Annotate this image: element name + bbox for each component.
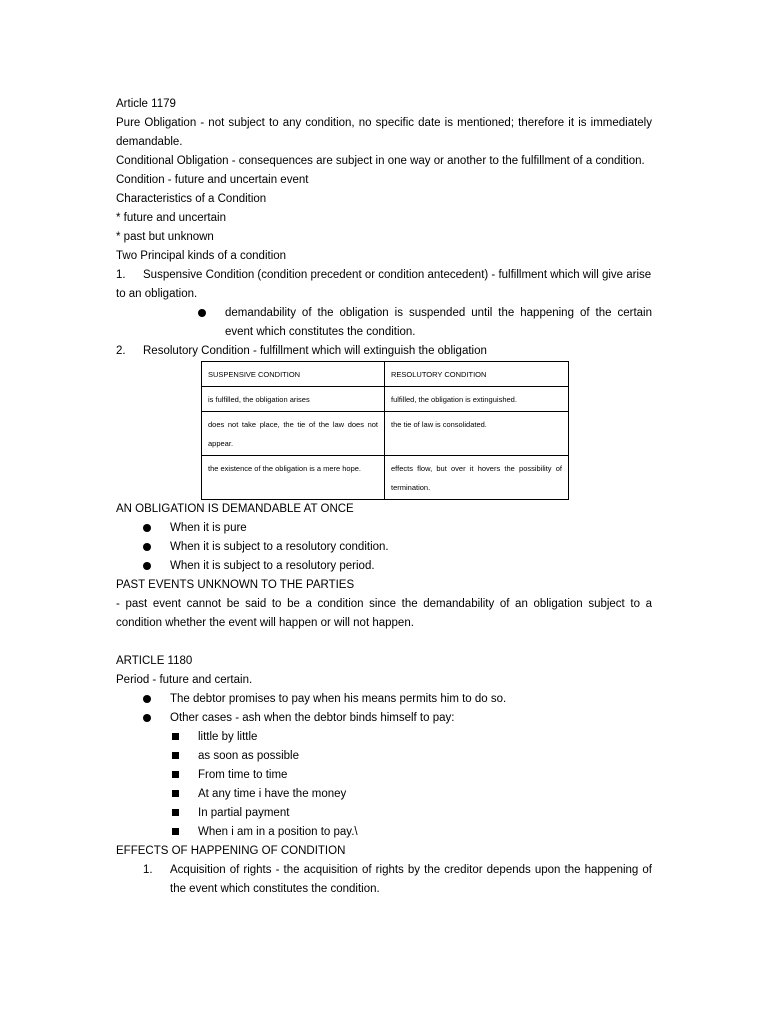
condition-comparison-table <box>201 361 569 500</box>
square-bullet-icon <box>171 823 198 842</box>
bullet-icon <box>198 304 225 342</box>
sub-list-item-text: little by little <box>198 731 258 743</box>
table-header-cell: SUSPENSIVE CONDITION <box>202 362 385 387</box>
list-item <box>116 709 652 728</box>
table-cell: effects flow, but over it hovers the possibility of termination. <box>385 456 569 500</box>
table-row <box>202 456 569 500</box>
square-bullet-icon <box>171 747 198 766</box>
effects-item-text: Acquisition of rights - the acquisition of rights by the creditor depends upon the happening of the event which constitutes the condition. <box>170 864 652 895</box>
bullet-icon <box>143 519 170 538</box>
square-bullet-icon <box>171 766 198 785</box>
table-cell: fulfilled, the obligation is extinguished. <box>385 387 569 412</box>
list-item <box>116 519 652 538</box>
kind-2-text: Resolutory Condition - fulfillment which will extinguish the obligation <box>143 345 487 357</box>
characteristics-heading: Characteristics of a Condition <box>116 193 267 205</box>
square-bullet-icon <box>171 804 198 823</box>
table-header-row <box>202 362 569 387</box>
table-cell: is fulfilled, the obligation arises <box>202 387 385 412</box>
list-item-text: When it is subject to a resolutory condition. <box>170 541 389 553</box>
list-item <box>116 690 652 709</box>
table-cell: the existence of the obligation is a mere hope. <box>202 456 385 500</box>
kind-2-item <box>116 342 652 361</box>
square-bullet-icon <box>171 785 198 804</box>
table-cell: the tie of law is consolidated. <box>385 412 569 456</box>
pure-obligation-definition: Pure Obligation - not subject to any condition, no specific date is mentioned; therefore it is immediately demandable. <box>116 117 652 148</box>
kind-2-number: 2. <box>116 345 126 357</box>
list-item-text: When it is pure <box>170 522 247 534</box>
characteristic-item: * past but unknown <box>116 231 214 243</box>
kind-1-number: 1. <box>116 269 126 281</box>
spacer <box>116 633 652 652</box>
sub-list-item-text: From time to time <box>198 769 288 781</box>
past-events-heading: PAST EVENTS UNKNOWN TO THE PARTIES <box>116 579 355 591</box>
kind-1-item <box>116 266 652 304</box>
sub-list-item <box>116 804 652 823</box>
kinds-heading: Two Principal kinds of a condition <box>116 250 287 262</box>
kind-1-bullet <box>116 304 652 342</box>
bullet-icon <box>143 538 170 557</box>
period-definition: Period - future and certain. <box>116 674 253 686</box>
article-1180-heading: ARTICLE 1180 <box>116 655 193 667</box>
sub-list-item-text: At any time i have the money <box>198 788 347 800</box>
sub-list-item-text: as soon as possible <box>198 750 300 762</box>
document-content <box>116 95 652 899</box>
kind-1-bullet-text: demandability of the obligation is suspended until the happening of the certain event which constitutes the condition. <box>225 307 652 338</box>
sub-list-item <box>116 766 652 785</box>
article-1179-heading: Article 1179 <box>116 98 176 110</box>
bullet-icon <box>143 709 170 728</box>
square-bullet-icon <box>171 728 198 747</box>
list-item-text: Other cases - ash when the debtor binds himself to pay: <box>170 712 455 724</box>
sub-list-item <box>116 747 652 766</box>
list-item-text: When it is subject to a resolutory period. <box>170 560 375 572</box>
sub-list-item <box>116 728 652 747</box>
conditional-obligation-definition: Conditional Obligation - consequences are subject in one way or another to the fulfillment of a condition. <box>116 155 645 167</box>
table-row <box>202 387 569 412</box>
effects-heading: EFFECTS OF HAPPENING OF CONDITION <box>116 845 346 857</box>
bullet-icon <box>143 690 170 709</box>
table-row <box>202 412 569 456</box>
characteristic-item: * future and uncertain <box>116 212 226 224</box>
demandable-heading: AN OBLIGATION IS DEMANDABLE AT ONCE <box>116 503 354 515</box>
effects-item-1 <box>116 861 652 899</box>
sub-list-item-text: In partial payment <box>198 807 290 819</box>
table-cell: does not take place, the tie of the law does not appear. <box>202 412 385 456</box>
list-item-text: The debtor promises to pay when his means permits him to do so. <box>170 693 507 705</box>
condition-definition: Condition - future and uncertain event <box>116 174 309 186</box>
sub-list-item <box>116 823 652 842</box>
sub-list-item <box>116 785 652 804</box>
kind-1-text: Suspensive Condition (condition precedent or condition antecedent) - fulfillment which will give arise to an obligation. <box>116 269 652 300</box>
bullet-icon <box>143 557 170 576</box>
past-events-text: - past event cannot be said to be a condition since the demandability of an obligation subject to a condition whether the event will happen or will not happen. <box>116 598 652 629</box>
effects-item-number: 1. <box>143 864 153 876</box>
list-item <box>116 538 652 557</box>
sub-list-item-text: When i am in a position to pay.\ <box>198 826 358 838</box>
table-header-cell: RESOLUTORY CONDITION <box>385 362 569 387</box>
list-item <box>116 557 652 576</box>
